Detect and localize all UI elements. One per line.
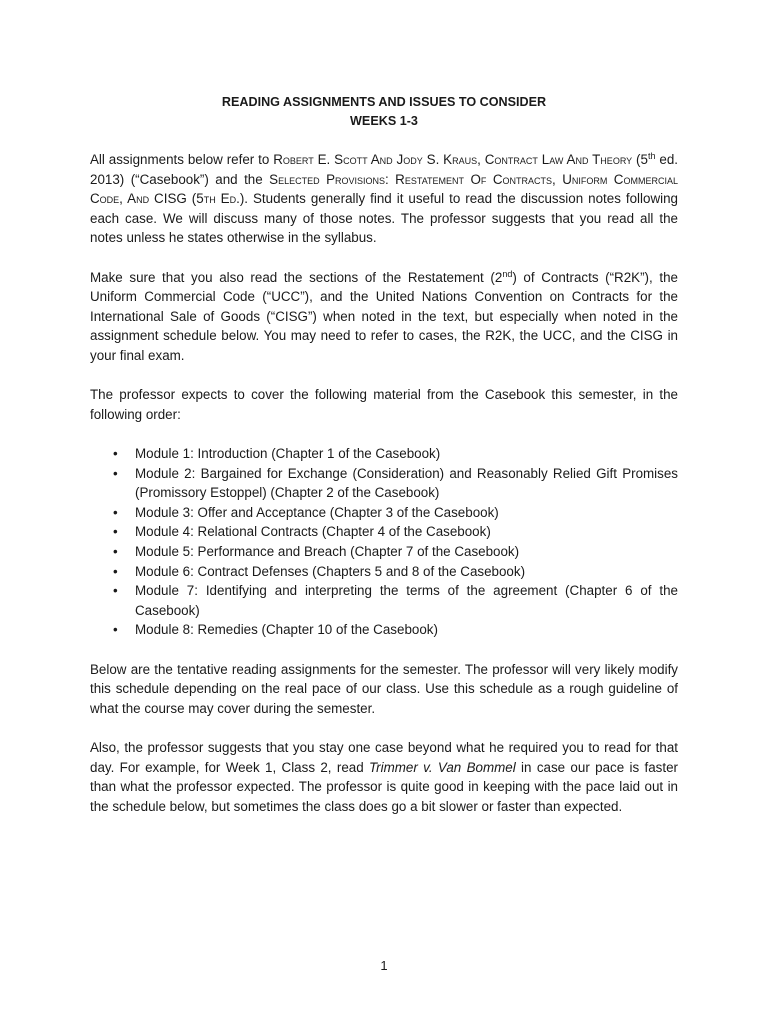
coverage-paragraph: The professor expects to cover the following material from the Casebook this semester, in the following order: xyxy=(90,387,678,422)
list-item xyxy=(90,581,678,620)
module-text: Module 8: Remedies (Chapter 10 of the Casebook) xyxy=(135,622,438,638)
bullet: • xyxy=(113,524,118,540)
list-item xyxy=(90,503,678,523)
list-item xyxy=(90,522,678,542)
selected-provisions-title: Selected Provisions: Restatement Of Contracts, Uniform Commercial Code, And CISG xyxy=(90,171,678,206)
pace-paragraph xyxy=(90,738,678,816)
intro-text: (5 xyxy=(632,152,648,167)
page-number: 1 xyxy=(380,958,388,973)
module-text: Module 5: Performance and Breach (Chapter 7 of the Casebook) xyxy=(135,543,520,559)
module-text: Module 2: Bargained for Exchange (Consideration) and Reasonably Relied Gift Promises (Promissory Estoppel) (Chapter 2 of the Casebook) xyxy=(135,465,678,501)
bullet: • xyxy=(113,563,118,579)
edition-superscript: th xyxy=(647,151,656,161)
document-title xyxy=(90,93,678,131)
case-name: Trimmer v. Van Bommel xyxy=(369,759,516,775)
bullet: • xyxy=(113,504,118,520)
paragraph-text: ) of Contracts (“R2K”), the Uniform Commercial Code (“UCC”), and the United Nations Convention on Contracts for the International Sale of Goods (“CISG”) when noted in the text, but especially when noted in the assignment schedule below. You may need to refer to cases, the R2K, the UCC, and the CISG in your final exam. xyxy=(90,269,678,363)
module-list xyxy=(90,444,678,640)
intro-paragraph xyxy=(90,150,678,248)
restatement-paragraph xyxy=(90,268,678,366)
module-text: Module 6: Contract Defenses (Chapters 5 and 8 of the Casebook) xyxy=(135,563,526,579)
list-item xyxy=(90,444,678,464)
paragraph-text: Also, the professor suggests that you stay one case beyond what he required you to read for that day. For example, for Week 1, Class 2, read xyxy=(90,740,678,775)
intro-text: ed. 2013) (“Casebook”) and the xyxy=(90,152,678,187)
module-text: Module 1: Introduction (Chapter 1 of the Casebook) xyxy=(135,446,441,461)
title-line-1: READING ASSIGNMENTS AND ISSUES TO CONSIDER xyxy=(221,95,547,109)
bullet: • xyxy=(113,622,118,638)
list-item xyxy=(90,542,678,562)
module-text: Module 3: Offer and Acceptance (Chapter 3 of the Casebook) xyxy=(135,504,499,520)
list-item xyxy=(90,562,678,582)
restatement-superscript: nd xyxy=(502,268,513,279)
list-item xyxy=(90,620,678,640)
paragraph-text: Make sure that you also read the sections of the Restatement (2 xyxy=(90,269,503,285)
list-item xyxy=(90,464,678,503)
bullet: • xyxy=(113,543,118,559)
intro-text: ). Students generally find it useful to read the discussion notes following each case. We will discuss many of those notes. The professor suggests that you read all the notes unless he states otherwise in the syllabus. xyxy=(90,191,678,245)
intro-text: ( xyxy=(186,191,197,206)
module-text: Module 4: Relational Contracts (Chapter 4 of the Casebook) xyxy=(135,524,491,540)
bullet: • xyxy=(113,583,118,599)
paragraph-text: in case our pace is faster than what the professor expected. The professor is quite good in keeping with the pace laid out in the schedule below, but sometimes the class does go a bit slower or faster than expected. xyxy=(90,759,678,814)
module-text: Module 7: Identifying and interpreting the terms of the agreement (Chapter 6 of the Casebook) xyxy=(135,583,678,618)
schedule-paragraph: Below are the tentative reading assignments for the semester. The professor will very likely modify this schedule depending on the real pace of our class. Use this schedule as a rough guideline of what the course may cover during the semester. xyxy=(90,661,678,716)
edition-label: 5th Ed. xyxy=(196,191,240,206)
intro-text: All assignments below refer to xyxy=(90,152,274,167)
bullet: • xyxy=(113,465,118,481)
page-content xyxy=(90,93,678,816)
casebook-title: Robert E. Scott And Jody S. Kraus, Contract Law And Theory xyxy=(273,152,633,167)
title-line-2: WEEKS 1-3 xyxy=(350,114,418,128)
bullet: • xyxy=(113,446,118,461)
